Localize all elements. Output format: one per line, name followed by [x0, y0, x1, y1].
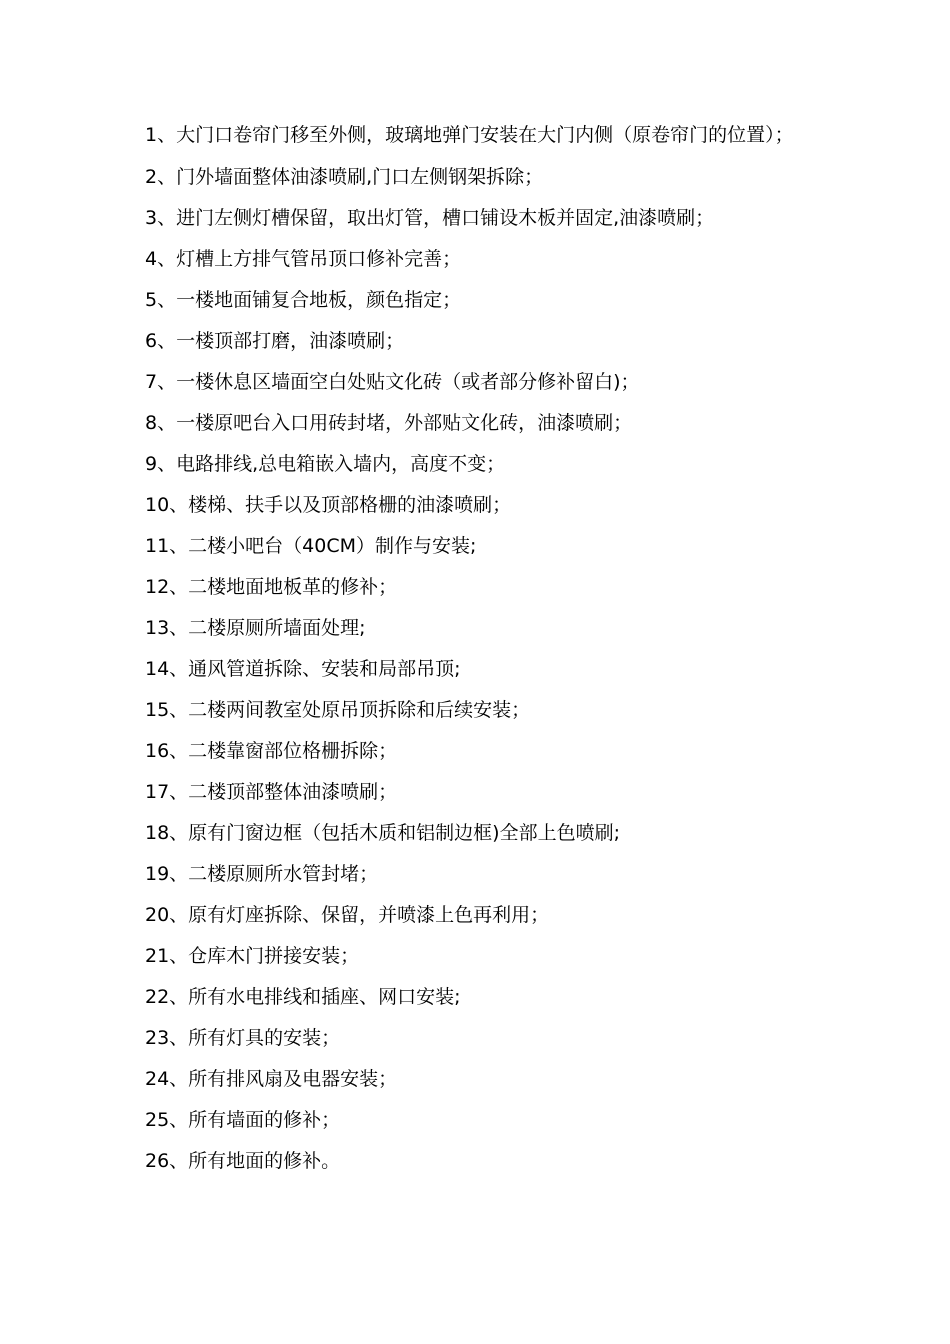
list-item: 1、大门口卷帘门移至外侧，玻璃地弹门安装在大门内侧（原卷帘门的位置）；	[145, 124, 794, 146]
list-item: 26、所有地面的修补。	[145, 1150, 341, 1172]
list-item: 11、二楼小吧台（40CM）制作与安装;	[145, 535, 477, 557]
list-item: 13、二楼原厕所墙面处理;	[145, 617, 366, 639]
list-item: 8、一楼原吧台入口用砖封堵，外部贴文化砖，油漆喷刷；	[145, 412, 633, 434]
list-item: 7、一楼休息区墙面空白处贴文化砖（或者部分修补留白)；	[145, 371, 640, 393]
list-item: 18、原有门窗边框（包括木质和铝制边框)全部上色喷刷;	[145, 822, 620, 844]
list-item: 3、进门左侧灯槽保留，取出灯管，槽口铺设木板并固定,油漆喷刷；	[145, 207, 715, 229]
list-item: 22、所有水电排线和插座、网口安装;	[145, 986, 461, 1008]
list-item: 23、所有灯具的安装；	[145, 1027, 341, 1049]
list-item: 25、所有墙面的修补；	[145, 1109, 341, 1131]
list-item: 4、灯槽上方排气管吊顶口修补完善；	[145, 248, 462, 270]
list-item: 21、仓库木门拼接安装；	[145, 945, 360, 967]
list-item: 5、一楼地面铺复合地板，颜色指定；	[145, 289, 462, 311]
list-item: 12、二楼地面地板革的修补；	[145, 576, 398, 598]
list-item: 20、原有灯座拆除、保留，并喷漆上色再利用；	[145, 904, 550, 926]
list-item: 10、楼梯、扶手以及顶部格栅的油漆喷刷；	[145, 494, 512, 516]
renovation-item-list	[145, 120, 815, 1187]
list-item: 9、电路排线,总电箱嵌入墙内，高度不变；	[145, 453, 506, 475]
list-item: 14、通风管道拆除、安装和局部吊顶;	[145, 658, 461, 680]
list-item: 2、门外墙面整体油漆喷刷,门口左侧钢架拆除；	[145, 166, 544, 188]
list-item: 17、二楼顶部整体油漆喷刷；	[145, 781, 398, 803]
list-item: 16、二楼靠窗部位格栅拆除；	[145, 740, 398, 762]
list-item: 24、所有排风扇及电器安装；	[145, 1068, 398, 1090]
list-item: 19、二楼原厕所水管封堵；	[145, 863, 379, 885]
list-item: 6、一楼顶部打磨，油漆喷刷；	[145, 330, 405, 352]
list-item: 15、二楼两间教室处原吊顶拆除和后续安装；	[145, 699, 531, 721]
